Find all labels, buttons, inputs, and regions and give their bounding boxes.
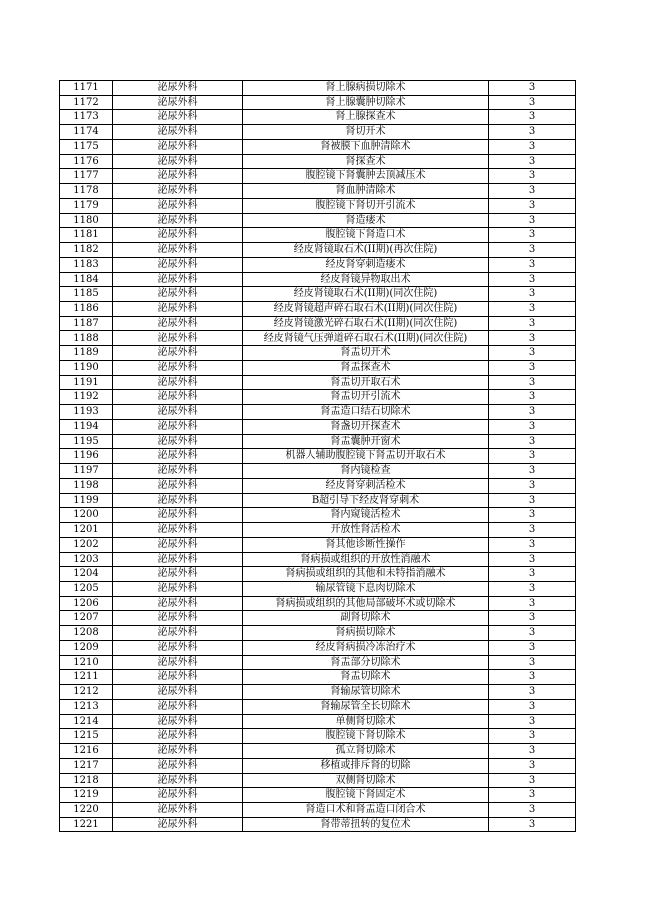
grade-cell: 3 bbox=[489, 184, 576, 199]
grade-cell: 3 bbox=[489, 331, 576, 346]
department-cell: 泌尿外科 bbox=[113, 272, 243, 287]
grade-cell: 3 bbox=[489, 243, 576, 258]
grade-cell: 3 bbox=[489, 287, 576, 302]
procedure-name-cell: 移植或排斥肾的切除 bbox=[243, 758, 489, 773]
table-row bbox=[60, 198, 576, 213]
grade-cell: 3 bbox=[489, 346, 576, 361]
row-number-cell: 1214 bbox=[60, 714, 113, 729]
grade-cell: 3 bbox=[489, 493, 576, 508]
department-cell: 泌尿外科 bbox=[113, 243, 243, 258]
grade-cell: 3 bbox=[489, 537, 576, 552]
row-number-cell: 1208 bbox=[60, 626, 113, 641]
table-row bbox=[60, 434, 576, 449]
table-row bbox=[60, 699, 576, 714]
table-row bbox=[60, 110, 576, 125]
department-cell: 泌尿外科 bbox=[113, 125, 243, 140]
row-number-cell: 1200 bbox=[60, 508, 113, 523]
table-row bbox=[60, 257, 576, 272]
department-cell: 泌尿外科 bbox=[113, 567, 243, 582]
department-cell: 泌尿外科 bbox=[113, 655, 243, 670]
procedure-name-cell: 单侧肾切除术 bbox=[243, 714, 489, 729]
department-cell: 泌尿外科 bbox=[113, 523, 243, 538]
department-cell: 泌尿外科 bbox=[113, 596, 243, 611]
row-number-cell: 1186 bbox=[60, 302, 113, 317]
grade-cell: 3 bbox=[489, 449, 576, 464]
table-row bbox=[60, 552, 576, 567]
row-number-cell: 1190 bbox=[60, 360, 113, 375]
procedure-name-cell: 肾探查术 bbox=[243, 154, 489, 169]
row-number-cell: 1219 bbox=[60, 788, 113, 803]
table-row bbox=[60, 316, 576, 331]
department-cell: 泌尿外科 bbox=[113, 788, 243, 803]
row-number-cell: 1185 bbox=[60, 287, 113, 302]
row-number-cell: 1213 bbox=[60, 699, 113, 714]
table-row bbox=[60, 154, 576, 169]
table-row bbox=[60, 655, 576, 670]
procedure-name-cell: 腹腔镜下肾囊肿去顶减压术 bbox=[243, 169, 489, 184]
table-row bbox=[60, 685, 576, 700]
department-cell: 泌尿外科 bbox=[113, 464, 243, 479]
row-number-cell: 1173 bbox=[60, 110, 113, 125]
row-number-cell: 1174 bbox=[60, 125, 113, 140]
procedure-name-cell: 肾血肿清除术 bbox=[243, 184, 489, 199]
procedure-name-cell: 肾上腺探查术 bbox=[243, 110, 489, 125]
row-number-cell: 1197 bbox=[60, 464, 113, 479]
department-cell: 泌尿外科 bbox=[113, 154, 243, 169]
department-cell: 泌尿外科 bbox=[113, 493, 243, 508]
department-cell: 泌尿外科 bbox=[113, 169, 243, 184]
grade-cell: 3 bbox=[489, 169, 576, 184]
department-cell: 泌尿外科 bbox=[113, 537, 243, 552]
procedure-table bbox=[59, 80, 576, 832]
procedure-name-cell: 肾其他诊断性操作 bbox=[243, 537, 489, 552]
grade-cell: 3 bbox=[489, 670, 576, 685]
procedure-name-cell: 肾输尿管切除术 bbox=[243, 685, 489, 700]
table-row bbox=[60, 405, 576, 420]
grade-cell: 3 bbox=[489, 110, 576, 125]
row-number-cell: 1188 bbox=[60, 331, 113, 346]
grade-cell: 3 bbox=[489, 316, 576, 331]
table-row bbox=[60, 184, 576, 199]
row-number-cell: 1171 bbox=[60, 81, 113, 96]
table-row bbox=[60, 626, 576, 641]
table-row bbox=[60, 272, 576, 287]
grade-cell: 3 bbox=[489, 154, 576, 169]
department-cell: 泌尿外科 bbox=[113, 139, 243, 154]
table-row bbox=[60, 464, 576, 479]
table-row bbox=[60, 302, 576, 317]
procedure-name-cell: 肾盂切开术 bbox=[243, 346, 489, 361]
row-number-cell: 1211 bbox=[60, 670, 113, 685]
table-row bbox=[60, 714, 576, 729]
row-number-cell: 1184 bbox=[60, 272, 113, 287]
procedure-name-cell: 副肾切除术 bbox=[243, 611, 489, 626]
row-number-cell: 1192 bbox=[60, 390, 113, 405]
department-cell: 泌尿外科 bbox=[113, 714, 243, 729]
row-number-cell: 1217 bbox=[60, 758, 113, 773]
table-row bbox=[60, 596, 576, 611]
grade-cell: 3 bbox=[489, 802, 576, 817]
grade-cell: 3 bbox=[489, 419, 576, 434]
procedure-name-cell: 肾盂切除术 bbox=[243, 670, 489, 685]
grade-cell: 3 bbox=[489, 714, 576, 729]
department-cell: 泌尿外科 bbox=[113, 802, 243, 817]
grade-cell: 3 bbox=[489, 198, 576, 213]
department-cell: 泌尿外科 bbox=[113, 685, 243, 700]
procedure-name-cell: 肾盂造口结石切除术 bbox=[243, 405, 489, 420]
procedure-name-cell: 经皮肾镜激光碎石取石术(II期)(同次住院) bbox=[243, 316, 489, 331]
procedure-name-cell: 腹腔镜下肾造口术 bbox=[243, 228, 489, 243]
procedure-name-cell: 腹腔镜下肾固定术 bbox=[243, 788, 489, 803]
table-row bbox=[60, 375, 576, 390]
table-row bbox=[60, 213, 576, 228]
grade-cell: 3 bbox=[489, 655, 576, 670]
table-row bbox=[60, 478, 576, 493]
table-row bbox=[60, 508, 576, 523]
table-row bbox=[60, 125, 576, 140]
procedure-name-cell: 经皮肾镜异物取出术 bbox=[243, 272, 489, 287]
grade-cell: 3 bbox=[489, 729, 576, 744]
grade-cell: 3 bbox=[489, 552, 576, 567]
grade-cell: 3 bbox=[489, 464, 576, 479]
department-cell: 泌尿外科 bbox=[113, 670, 243, 685]
row-number-cell: 1215 bbox=[60, 729, 113, 744]
table-row bbox=[60, 95, 576, 110]
procedure-name-cell: 肾盏切开探查术 bbox=[243, 419, 489, 434]
department-cell: 泌尿外科 bbox=[113, 552, 243, 567]
row-number-cell: 1199 bbox=[60, 493, 113, 508]
row-number-cell: 1202 bbox=[60, 537, 113, 552]
row-number-cell: 1203 bbox=[60, 552, 113, 567]
procedure-name-cell: 肾切开术 bbox=[243, 125, 489, 140]
table-row bbox=[60, 449, 576, 464]
table-row bbox=[60, 228, 576, 243]
department-cell: 泌尿外科 bbox=[113, 257, 243, 272]
table-row bbox=[60, 419, 576, 434]
department-cell: 泌尿外科 bbox=[113, 478, 243, 493]
department-cell: 泌尿外科 bbox=[113, 611, 243, 626]
department-cell: 泌尿外科 bbox=[113, 228, 243, 243]
department-cell: 泌尿外科 bbox=[113, 434, 243, 449]
procedure-name-cell: 肾病损切除术 bbox=[243, 626, 489, 641]
department-cell: 泌尿外科 bbox=[113, 449, 243, 464]
row-number-cell: 1210 bbox=[60, 655, 113, 670]
grade-cell: 3 bbox=[489, 302, 576, 317]
procedure-name-cell: 肾被膜下血肿清除术 bbox=[243, 139, 489, 154]
grade-cell: 3 bbox=[489, 213, 576, 228]
procedure-name-cell: 经皮肾镜气压弹道碎石取石术(II期)(同次住院) bbox=[243, 331, 489, 346]
procedure-name-cell: 肾盂切开引流术 bbox=[243, 390, 489, 405]
table-row bbox=[60, 169, 576, 184]
row-number-cell: 1216 bbox=[60, 744, 113, 759]
grade-cell: 3 bbox=[489, 81, 576, 96]
row-number-cell: 1172 bbox=[60, 95, 113, 110]
table-row bbox=[60, 773, 576, 788]
row-number-cell: 1195 bbox=[60, 434, 113, 449]
procedure-name-cell: 孤立肾切除术 bbox=[243, 744, 489, 759]
department-cell: 泌尿外科 bbox=[113, 419, 243, 434]
department-cell: 泌尿外科 bbox=[113, 581, 243, 596]
row-number-cell: 1194 bbox=[60, 419, 113, 434]
procedure-name-cell: 肾造口术和肾盂造口闭合术 bbox=[243, 802, 489, 817]
row-number-cell: 1204 bbox=[60, 567, 113, 582]
grade-cell: 3 bbox=[489, 360, 576, 375]
table-row bbox=[60, 640, 576, 655]
row-number-cell: 1175 bbox=[60, 139, 113, 154]
procedure-name-cell: 双侧肾切除术 bbox=[243, 773, 489, 788]
grade-cell: 3 bbox=[489, 375, 576, 390]
department-cell: 泌尿外科 bbox=[113, 744, 243, 759]
department-cell: 泌尿外科 bbox=[113, 302, 243, 317]
department-cell: 泌尿外科 bbox=[113, 773, 243, 788]
department-cell: 泌尿外科 bbox=[113, 95, 243, 110]
procedure-name-cell: 肾内窥镜活检术 bbox=[243, 508, 489, 523]
row-number-cell: 1189 bbox=[60, 346, 113, 361]
procedure-name-cell: 开放性肾活检术 bbox=[243, 523, 489, 538]
grade-cell: 3 bbox=[489, 125, 576, 140]
department-cell: 泌尿外科 bbox=[113, 699, 243, 714]
department-cell: 泌尿外科 bbox=[113, 817, 243, 832]
department-cell: 泌尿外科 bbox=[113, 81, 243, 96]
row-number-cell: 1196 bbox=[60, 449, 113, 464]
row-number-cell: 1201 bbox=[60, 523, 113, 538]
table-body bbox=[60, 81, 576, 832]
department-cell: 泌尿外科 bbox=[113, 346, 243, 361]
procedure-name-cell: 肾病损或组织的其他局部破坏术或切除术 bbox=[243, 596, 489, 611]
row-number-cell: 1183 bbox=[60, 257, 113, 272]
procedure-name-cell: 经皮肾穿刺活检术 bbox=[243, 478, 489, 493]
grade-cell: 3 bbox=[489, 405, 576, 420]
grade-cell: 3 bbox=[489, 390, 576, 405]
procedure-name-cell: 肾病损或组织的其他和未特指消融术 bbox=[243, 567, 489, 582]
procedure-name-cell: 肾输尿管全长切除术 bbox=[243, 699, 489, 714]
grade-cell: 3 bbox=[489, 272, 576, 287]
table-row bbox=[60, 788, 576, 803]
procedure-name-cell: 肾盂切开取石术 bbox=[243, 375, 489, 390]
grade-cell: 3 bbox=[489, 596, 576, 611]
row-number-cell: 1205 bbox=[60, 581, 113, 596]
procedure-name-cell: 肾盂探查术 bbox=[243, 360, 489, 375]
department-cell: 泌尿外科 bbox=[113, 375, 243, 390]
procedure-name-cell: 肾病损或组织的开放性消融术 bbox=[243, 552, 489, 567]
table-row bbox=[60, 493, 576, 508]
grade-cell: 3 bbox=[489, 434, 576, 449]
department-cell: 泌尿外科 bbox=[113, 626, 243, 641]
table-row bbox=[60, 537, 576, 552]
procedure-name-cell: 肾造瘘术 bbox=[243, 213, 489, 228]
table-row bbox=[60, 331, 576, 346]
table-row bbox=[60, 581, 576, 596]
procedure-name-cell: 经皮肾镜取石术(II期)(同次住院) bbox=[243, 287, 489, 302]
grade-cell: 3 bbox=[489, 139, 576, 154]
procedure-name-cell: 肾盂部分切除术 bbox=[243, 655, 489, 670]
row-number-cell: 1218 bbox=[60, 773, 113, 788]
procedure-name-cell: 肾上腺囊肿切除术 bbox=[243, 95, 489, 110]
grade-cell: 3 bbox=[489, 758, 576, 773]
grade-cell: 3 bbox=[489, 788, 576, 803]
department-cell: 泌尿外科 bbox=[113, 316, 243, 331]
row-number-cell: 1209 bbox=[60, 640, 113, 655]
grade-cell: 3 bbox=[489, 257, 576, 272]
table-row bbox=[60, 390, 576, 405]
department-cell: 泌尿外科 bbox=[113, 331, 243, 346]
row-number-cell: 1212 bbox=[60, 685, 113, 700]
table-row bbox=[60, 670, 576, 685]
procedure-name-cell: 腹腔镜下肾切开引流术 bbox=[243, 198, 489, 213]
grade-cell: 3 bbox=[489, 699, 576, 714]
procedure-name-cell: 腹腔镜下肾切除术 bbox=[243, 729, 489, 744]
table-row bbox=[60, 81, 576, 96]
table-row bbox=[60, 523, 576, 538]
grade-cell: 3 bbox=[489, 640, 576, 655]
grade-cell: 3 bbox=[489, 523, 576, 538]
procedure-name-cell: 肾内镜检查 bbox=[243, 464, 489, 479]
row-number-cell: 1198 bbox=[60, 478, 113, 493]
table-row bbox=[60, 243, 576, 258]
row-number-cell: 1177 bbox=[60, 169, 113, 184]
row-number-cell: 1187 bbox=[60, 316, 113, 331]
grade-cell: 3 bbox=[489, 817, 576, 832]
table-row bbox=[60, 817, 576, 832]
department-cell: 泌尿外科 bbox=[113, 758, 243, 773]
row-number-cell: 1178 bbox=[60, 184, 113, 199]
row-number-cell: 1179 bbox=[60, 198, 113, 213]
department-cell: 泌尿外科 bbox=[113, 110, 243, 125]
procedure-name-cell: 经皮肾镜取石术(II期)(再次住院) bbox=[243, 243, 489, 258]
row-number-cell: 1182 bbox=[60, 243, 113, 258]
table-row bbox=[60, 744, 576, 759]
table-row bbox=[60, 360, 576, 375]
department-cell: 泌尿外科 bbox=[113, 729, 243, 744]
department-cell: 泌尿外科 bbox=[113, 640, 243, 655]
grade-cell: 3 bbox=[489, 611, 576, 626]
grade-cell: 3 bbox=[489, 685, 576, 700]
grade-cell: 3 bbox=[489, 773, 576, 788]
grade-cell: 3 bbox=[489, 478, 576, 493]
row-number-cell: 1193 bbox=[60, 405, 113, 420]
department-cell: 泌尿外科 bbox=[113, 360, 243, 375]
grade-cell: 3 bbox=[489, 95, 576, 110]
procedure-name-cell: 经皮肾镜超声碎石取石术(II期)(同次住院) bbox=[243, 302, 489, 317]
table-row bbox=[60, 758, 576, 773]
table-row bbox=[60, 729, 576, 744]
department-cell: 泌尿外科 bbox=[113, 508, 243, 523]
grade-cell: 3 bbox=[489, 567, 576, 582]
row-number-cell: 1207 bbox=[60, 611, 113, 626]
procedure-name-cell: 肾上腺病损切除术 bbox=[243, 81, 489, 96]
department-cell: 泌尿外科 bbox=[113, 390, 243, 405]
grade-cell: 3 bbox=[489, 228, 576, 243]
procedure-name-cell: 肾盂囊肿开窗术 bbox=[243, 434, 489, 449]
department-cell: 泌尿外科 bbox=[113, 184, 243, 199]
row-number-cell: 1180 bbox=[60, 213, 113, 228]
department-cell: 泌尿外科 bbox=[113, 287, 243, 302]
department-cell: 泌尿外科 bbox=[113, 213, 243, 228]
table-row bbox=[60, 802, 576, 817]
row-number-cell: 1176 bbox=[60, 154, 113, 169]
grade-cell: 3 bbox=[489, 508, 576, 523]
procedure-name-cell: 机器人辅助腹腔镜下肾盂切开取石术 bbox=[243, 449, 489, 464]
row-number-cell: 1206 bbox=[60, 596, 113, 611]
table-row bbox=[60, 567, 576, 582]
table-row bbox=[60, 611, 576, 626]
department-cell: 泌尿外科 bbox=[113, 405, 243, 420]
grade-cell: 3 bbox=[489, 744, 576, 759]
procedure-name-cell: 肾带蒂扭转的复位术 bbox=[243, 817, 489, 832]
table-row bbox=[60, 346, 576, 361]
table-row bbox=[60, 139, 576, 154]
row-number-cell: 1181 bbox=[60, 228, 113, 243]
grade-cell: 3 bbox=[489, 581, 576, 596]
row-number-cell: 1220 bbox=[60, 802, 113, 817]
row-number-cell: 1191 bbox=[60, 375, 113, 390]
department-cell: 泌尿外科 bbox=[113, 198, 243, 213]
procedure-name-cell: B超引导下经皮肾穿刺术 bbox=[243, 493, 489, 508]
row-number-cell: 1221 bbox=[60, 817, 113, 832]
grade-cell: 3 bbox=[489, 626, 576, 641]
procedure-name-cell: 输尿管镜下息肉切除术 bbox=[243, 581, 489, 596]
table-row bbox=[60, 287, 576, 302]
procedure-name-cell: 经皮肾穿刺造瘘术 bbox=[243, 257, 489, 272]
procedure-name-cell: 经皮肾病损冷冻治疗术 bbox=[243, 640, 489, 655]
